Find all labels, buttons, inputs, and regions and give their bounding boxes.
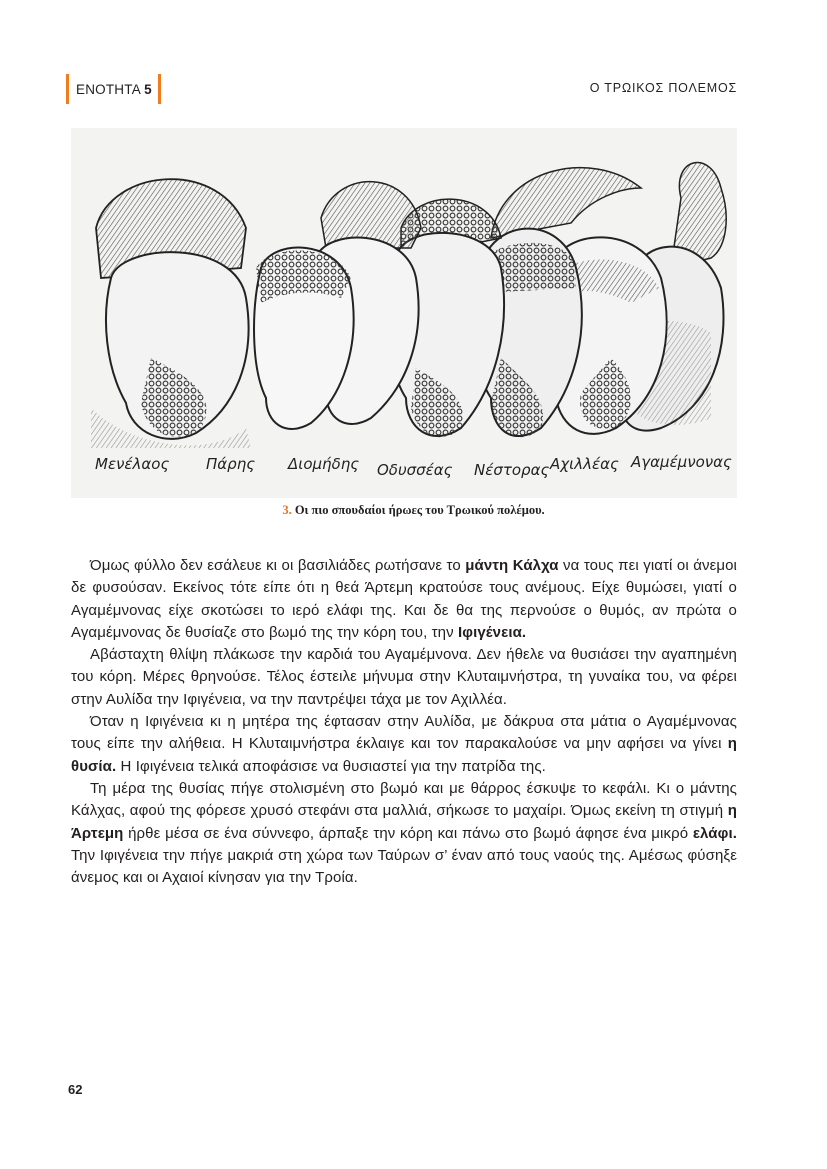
hero-label-agamemnon: Αγαμέμνονας [631,453,732,471]
hero-label-diomedes: Διομήδης [288,455,360,473]
hero-label-nestor: Νέστορας [474,461,550,479]
paragraph: Όταν η Ιφιγένεια κι η μητέρα της έφτασαν στην Αυλίδα, με δάκρυα στα μάτια ο Αγαμέμνονας τους είπε την αλήθεια. Η Κλυταιμνήστρα έκλαιγε και τον παρακαλούσε να μην αφήσει να γίνει η θυσία. Η Ιφιγένεια τελικά αποφάσισε να θυσιαστεί για την πατρίδα της. [71,713,737,775]
page-header [66,74,737,104]
story-text [71,555,737,889]
hero-label-menelaus: Μενέλαος [95,455,170,473]
hero-label-achilles: Αχιλλέας [550,455,619,473]
paragraph: Όμως φύλλο δεν εσάλευε κι οι βασιλιάδες ρωτήσανε το μάντη Κάλχα να τους πει γιατί οι άνεμοι δε φυσούσαν. Εκείνος τότε είπε ότι η θεά Άρτεμη κρατούσε τους ανέμους. Είχε θυμώσει, γιατί ο Αγαμέμνονας είχε σκοτώσει το ιερό ελάφι της. Και δε θα της περνούσε ο θυμός, αν πρώτα ο Αγαμέμνονας δε θυσίαζε στο βωμό της την κόρη του, την Ιφιγένεια. [71,557,737,641]
hero-head-menelaus [91,179,251,448]
emphasis-text: η θυσία. [71,735,737,775]
paragraph: Τη μέρα της θυσίας πήγε στολισμένη στο βωμό και με θάρρος έσκυψε το κεφάλι. Κι ο μάντης Κάλχας, αφού της φόρεσε χρυσό στεφάνι στα μαλλιά, σήκωσε το μαχαίρι. Όμως εκείνη τη στιγμή η Άρτεμη ήρθε μέσα σε ένα σύννεφο, άρπαξε την κόρη και πάνω στο βωμό άφησε ένα μικρό ελάφι. Την Ιφιγένεια την πήγε μακριά στη χώρα των Ταύρων σ’ έναν από τους ναούς της. Αμέσως φύσηξε άνεμος και οι Αχαιοί κίνησαν για την Τροία. [71,779,737,887]
page-number: 62 [68,1082,83,1097]
emphasis-text: η Άρτεμη [71,802,737,842]
figure-caption [0,503,827,518]
heroes-engraving [71,128,737,498]
hero-label-odysseus: Οδυσσέας [377,461,453,479]
paragraph: Αβάσταχτη θλίψη πλάκωσε την καρδιά του Αγαμέμνονα. Δεν ήθελε να θυσιάσει την αγαπημένη του κόρη. Μέρες θρηνούσε. Τέλος έστειλε μήνυμα στην Κλυταιμνήστρα, τη γυναίκα του, να φέρει στην Αυλίδα την Ιφιγένεια, να την παντρέψει τάχα με τον Αχιλλέα. [71,646,737,708]
caption-number: 3. [282,503,292,517]
caption-text: Οι πιο σπουδαίοι ήρωες του Τρωικού πολέμου. [294,503,545,517]
emphasis-text: Ιφιγένεια. [457,623,527,641]
accent-bar-right [158,74,161,104]
hero-label-paris: Πάρης [206,455,255,473]
heroes-illustration [71,128,737,498]
unit-label [69,82,158,97]
chapter-title: Ο ΤΡΩΙΚΟΣ ΠΟΛΕΜΟΣ [589,81,737,95]
emphasis-text: μάντη Κάλχα [465,557,559,574]
unit-label-text: ΕΝΟΤΗΤΑ [76,81,141,97]
emphasis-text: ελάφι. [692,824,737,842]
unit-number: 5 [144,81,152,97]
unit-indicator [66,74,161,104]
